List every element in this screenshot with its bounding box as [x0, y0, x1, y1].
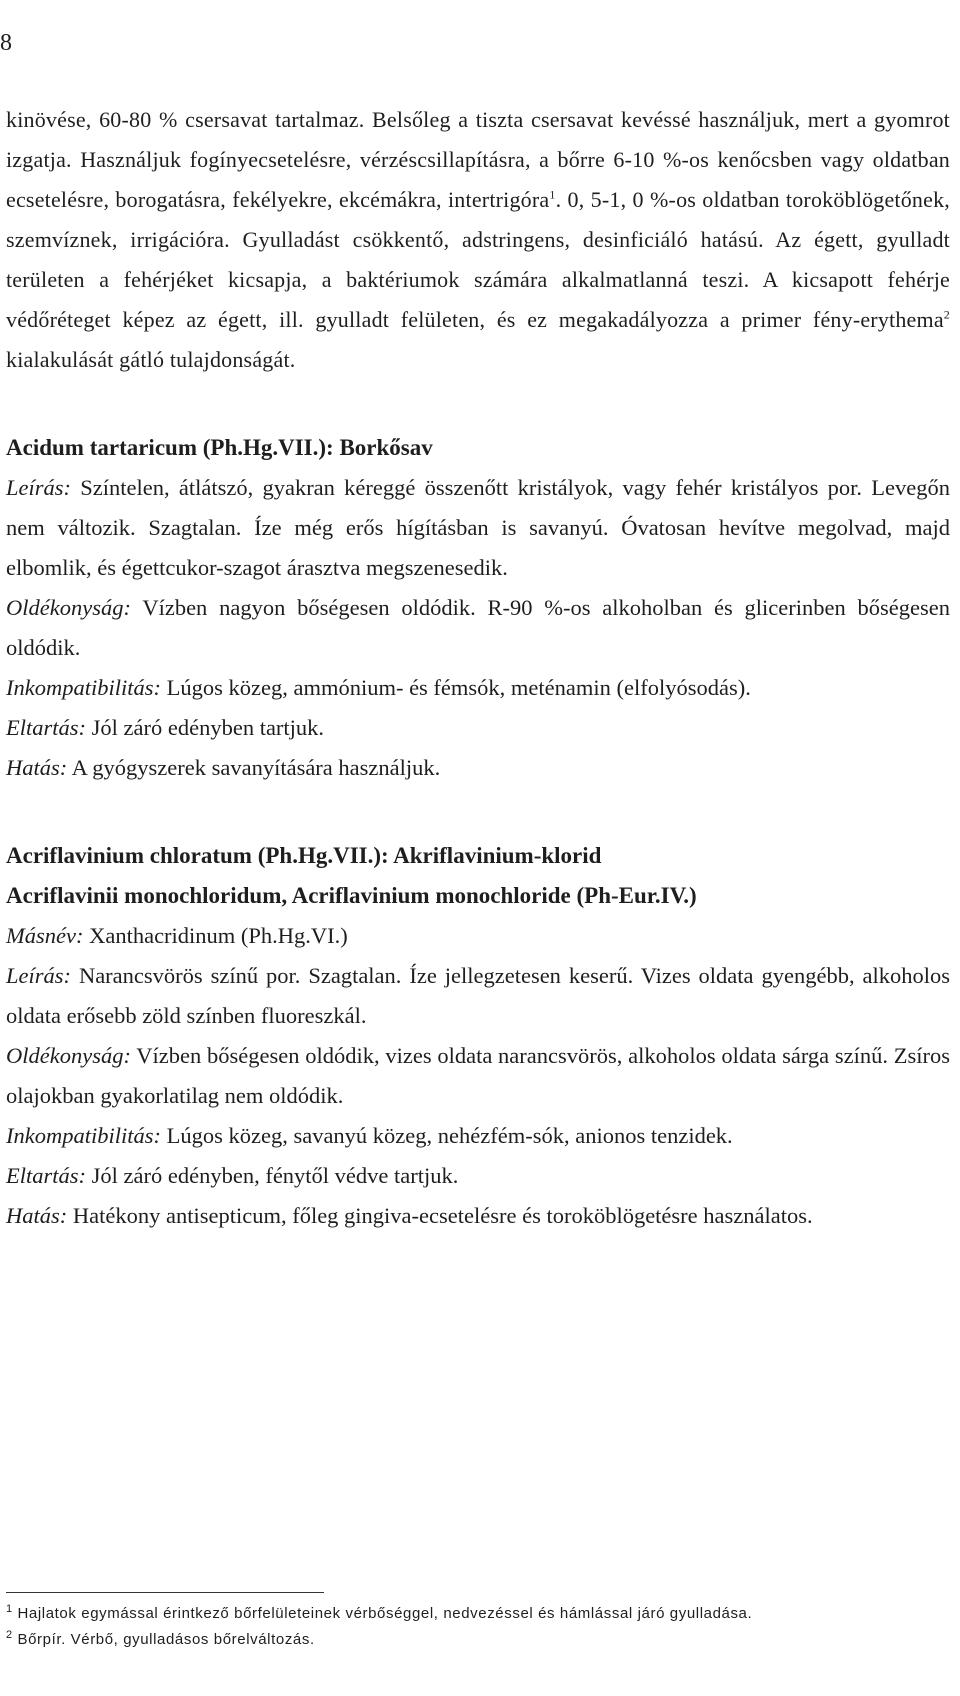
- eltartas-label: Eltartás:: [6, 1163, 87, 1188]
- intro-text-end: kialakulását gátló tulajdonságát.: [6, 347, 296, 372]
- inkompatibilitas-paragraph: [6, 1116, 950, 1156]
- oldekonysag-text: Vízben nagyon bőségesen oldódik. R-90 %-os alkoholban és glicerinben bőségesen oldódik.: [6, 595, 950, 660]
- leiras-label: Leírás:: [6, 475, 72, 500]
- section-heading: Acidum tartaricum (Ph.Hg.VII.): Borkősav: [6, 435, 433, 460]
- oldekonysag-label: Oldékonyság:: [6, 595, 131, 620]
- hatas-label: Hatás:: [6, 1203, 68, 1228]
- section-acidum-tartaricum: [6, 428, 950, 788]
- page-number: 8: [0, 30, 12, 56]
- eltartas-paragraph: [6, 708, 950, 748]
- inkompatibilitas-label: Inkompatibilitás:: [6, 675, 161, 700]
- inkompatibilitas-text: Lúgos közeg, ammónium- és fémsók, meténamin (elfolyósodás).: [160, 675, 751, 700]
- intro-section: [6, 100, 950, 380]
- masnev-text: Xanthacridinum (Ph.Hg.VI.): [83, 923, 348, 948]
- section-heading: Acriflavinium chloratum (Ph.Hg.VII.): Akriflavinium-klorid: [6, 843, 602, 868]
- footnote-ref-2: 2: [943, 307, 950, 322]
- intro-text: kinövése, 60-80 % csersavat tartalmaz. Belsőleg a tiszta csersavat kevéssé használjuk, mert a gyomrot izgatja. Használjuk fogínyecsetelésre, vérzéscsillapításra, a bőrre 6-10 %-os kenőcsben vagy oldatban ecsetelésre, borogatásra, fekélyekre, ekcémákra, intertrigóra: [6, 107, 950, 212]
- eltartas-text: Jól záró edényben tartjuk.: [86, 715, 325, 740]
- leiras-text: Narancsvörös színű por. Szagtalan. Íze jellegzetesen keserű. Vizes oldata gyengébb, alkoholos oldata erősebb zöld színben fluoreszkál.: [6, 963, 950, 1028]
- hatas-paragraph: [6, 748, 950, 788]
- masnev-paragraph: [6, 916, 950, 956]
- section-subheading: Acriflavinii monochloridum, Acriflavinium monochloride (Ph-Eur.IV.): [6, 883, 697, 908]
- oldekonysag-label: Oldékonyság:: [6, 1043, 131, 1068]
- footnote-text: Hajlatok egymással érintkező bőrfelületeinek vérbőséggel, nedvezéssel és hámlással járó gyulladása.: [12, 1605, 753, 1622]
- hatas-text: A gyógyszerek savanyítására használjuk.: [67, 755, 441, 780]
- oldekonysag-paragraph: [6, 588, 950, 668]
- inkompatibilitas-paragraph: [6, 668, 950, 708]
- hatas-paragraph: [6, 1196, 950, 1236]
- section-acriflavinium-chloratum: [6, 836, 950, 1236]
- intro-text-cont: . 0, 5-1, 0 %-os oldatban toroköblögetőnek, szemvíznek, irrigációra. Gyulladást csökkentő, adstringens, desinficiáló hatású. Az égett, gyulladt területen a fehérjéket kicsapja, a baktériumok számára alkalmatlanná teszi. A kicsapott fehérje védőréteget képez az égett, ill. gyulladt felületen, és ez megakadályozza a primer fény-erythema: [6, 187, 950, 332]
- footnote-1: [6, 1601, 946, 1627]
- footnote-mark: 1: [6, 1603, 13, 1615]
- footnotes: [6, 1592, 946, 1653]
- page-content: [6, 100, 950, 1236]
- hatas-label: Hatás:: [6, 755, 68, 780]
- masnev-label: Másnév:: [6, 923, 84, 948]
- intro-paragraph: [6, 100, 950, 380]
- leiras-text: Színtelen, átlátszó, gyakran kéreggé összenőtt kristályok, vagy fehér kristályos por. Levegőn nem változik. Szagtalan. Íze még erős hígításban is savanyú. Óvatosan hevítve megolvad, majd elbomlik, és égettcukor-szagot árasztva megszenesedik.: [6, 475, 950, 580]
- eltartas-text: Jól záró edényben, fénytől védve tartjuk.: [86, 1163, 459, 1188]
- inkompatibilitas-label: Inkompatibilitás:: [6, 1123, 161, 1148]
- footnote-text: Bőrpír. Vérbő, gyulladásos bőrelváltozás.: [12, 1631, 315, 1648]
- oldekonysag-text: Vízben bőségesen oldódik, vizes oldata narancsvörös, alkoholos oldata sárga színű. Zsíros olajokban gyakorlatilag nem oldódik.: [6, 1043, 950, 1108]
- eltartas-paragraph: [6, 1156, 950, 1196]
- footnote-mark: 2: [6, 1629, 13, 1641]
- oldekonysag-paragraph: [6, 1036, 950, 1116]
- leiras-label: Leírás:: [6, 963, 72, 988]
- inkompatibilitas-text: Lúgos közeg, savanyú közeg, nehézfém-sók, anionos tenzidek.: [160, 1123, 733, 1148]
- leiras-paragraph: [6, 956, 950, 1036]
- eltartas-label: Eltartás:: [6, 715, 87, 740]
- footnote-divider: [6, 1592, 324, 1593]
- footnote-2: [6, 1627, 946, 1653]
- leiras-paragraph: [6, 468, 950, 588]
- hatas-text: Hatékony antisepticum, főleg gingiva-ecsetelésre és toroköblögetésre használatos.: [67, 1203, 813, 1228]
- footnote-ref-1: 1: [549, 187, 556, 202]
